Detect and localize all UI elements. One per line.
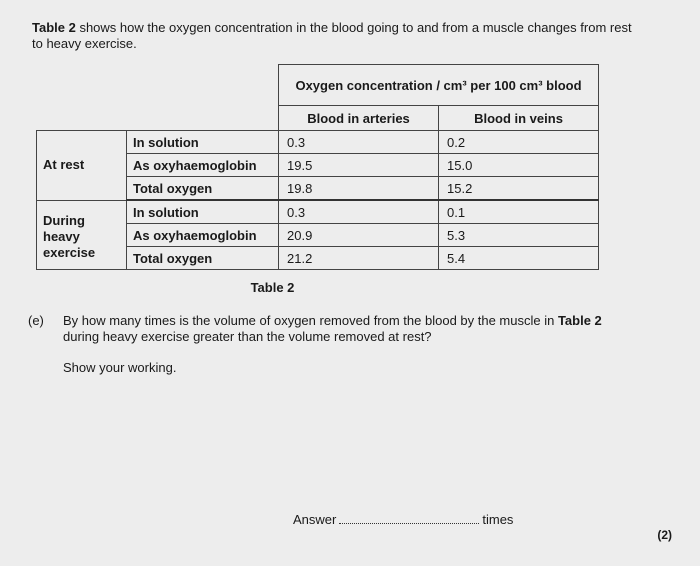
intro-text [32, 20, 632, 52]
table-row [37, 200, 599, 224]
measure-label: Total oxygen [127, 177, 279, 201]
marks-indicator: (2) [657, 528, 672, 542]
table-caption: Table 2 [250, 280, 295, 295]
question-number: (e) [28, 313, 44, 328]
table-row [37, 131, 599, 154]
veins-value: 5.3 [439, 224, 599, 247]
col-header-veins: Blood in veins [439, 106, 599, 131]
arteries-value: 19.5 [279, 154, 439, 177]
arteries-value: 19.8 [279, 177, 439, 201]
arteries-value: 20.9 [279, 224, 439, 247]
table-blank-corner-2 [37, 106, 279, 131]
measure-label: As oxyhaemoglobin [127, 154, 279, 177]
arteries-value: 21.2 [279, 247, 439, 270]
veins-value: 15.2 [439, 177, 599, 201]
condition-heavy-exercise-label: During heavy exercise [43, 212, 96, 260]
veins-value: 15.0 [439, 154, 599, 177]
answer-label: Answer [293, 512, 337, 527]
arteries-value: 0.3 [279, 200, 439, 224]
veins-value: 0.1 [439, 200, 599, 224]
measure-label: As oxyhaemoglobin [127, 224, 279, 247]
question-text-part2: during heavy exercise greater than the volume removed at rest? [63, 329, 432, 344]
intro-table-ref: Table 2 [32, 20, 76, 35]
answer-blank-field[interactable] [339, 513, 479, 524]
veins-value: 5.4 [439, 247, 599, 270]
measure-label: In solution [127, 131, 279, 154]
condition-heavy-exercise [37, 200, 127, 270]
answer-line [293, 512, 513, 527]
question-text-part1: By how many times is the volume of oxygen removed from the blood by the muscle in [63, 313, 558, 328]
condition-at-rest: At rest [37, 131, 127, 201]
intro-body: shows how the oxygen concentration in the blood going to and from a muscle changes from rest to heavy exercise. [32, 20, 632, 51]
table-main-header: Oxygen concentration / cm³ per 100 cm³ blood [279, 65, 599, 106]
veins-value: 0.2 [439, 131, 599, 154]
show-working-instruction: Show your working. [63, 360, 177, 375]
question-text [63, 313, 623, 345]
measure-label: Total oxygen [127, 247, 279, 270]
oxygen-table [36, 64, 599, 270]
col-header-arteries: Blood in arteries [279, 106, 439, 131]
measure-label: In solution [127, 200, 279, 224]
table-blank-corner [37, 65, 279, 106]
answer-unit: times [482, 512, 514, 527]
arteries-value: 0.3 [279, 131, 439, 154]
question-table-ref: Table 2 [557, 313, 602, 328]
